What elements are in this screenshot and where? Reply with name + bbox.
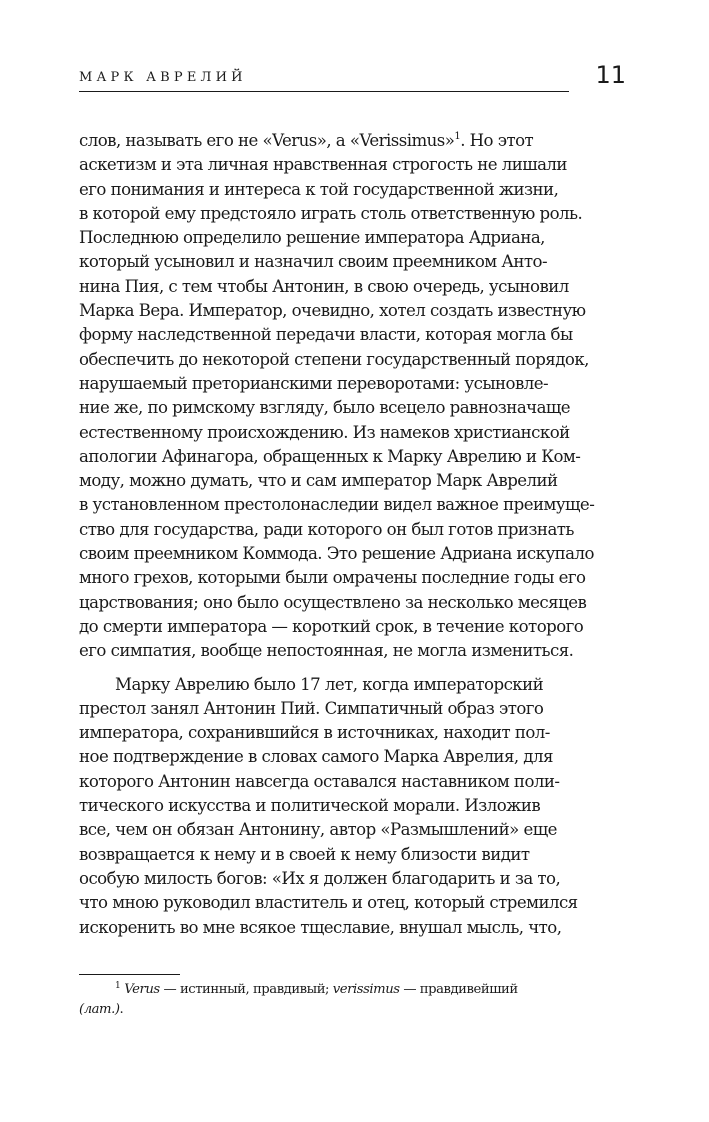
text-line: Марка Вера. Император, очевидно, хотел создать известную — [79, 301, 586, 321]
header-rule — [79, 91, 569, 92]
footnote-mark: 1 — [115, 981, 121, 991]
text-line: императора, сохранившийся в источниках, находит пол- — [79, 723, 550, 743]
text-line: моду, можно думать, что и сам император Марк Аврелий — [79, 471, 558, 491]
text-line: которого Антонин навсегда оставался наставником поли- — [79, 771, 560, 791]
text-line: его понимания и интереса к той государственной жизни, — [79, 179, 559, 199]
text-line: много грехов, которыми были омрачены последние годы его — [79, 568, 586, 588]
footnote-language-note: (лат.) — [79, 1002, 120, 1017]
footnote-gloss: — правдивейший — [399, 982, 518, 997]
text-line: своим преемником Коммода. Это решение Адриана искупало — [79, 544, 594, 564]
text-line: обеспечить до некоторой степени государственный порядок, — [79, 349, 589, 369]
text-line: до смерти императора — короткий срок, в течение которого — [79, 616, 584, 636]
text-line: нина Пия, с тем чтобы Антонин, в свою очередь, усыновил — [79, 276, 569, 296]
paragraph-1 — [79, 129, 599, 664]
footnote-gloss: — истинный, правдивый; — [159, 982, 333, 997]
footnote-term: Verus — [124, 982, 160, 997]
text-line: естественному происхождению. Из намеков христианской — [79, 422, 570, 442]
text-line — [79, 129, 599, 153]
text-line: ство для государства, ради которого он был готов признать — [79, 519, 574, 539]
text-line: особую милость богов: «Их я должен благодарить и за то, — [79, 868, 561, 888]
footnote-term: verissimus — [332, 982, 400, 997]
text-line: Последнюю определило решение императора Адриана, — [79, 228, 545, 248]
text-line: в которой ему предстояло играть столь ответственную роль. — [79, 203, 583, 223]
text-line: возвращается к нему и в своей к нему близости видит — [79, 844, 530, 864]
text-line: форму наследственной передачи власти, которая могла бы — [79, 325, 573, 345]
text-line: его симпатия, вообще непостоянная, не могла измениться. — [79, 641, 574, 661]
footnote-end: . — [119, 1002, 124, 1017]
footnote — [79, 980, 599, 1020]
text-line: нарушаемый преторианскими переворотами: усыновле- — [79, 373, 549, 393]
text-line: тического искусства и политической морали. Изложив — [79, 796, 541, 816]
text-line: что мною руководил властитель и отец, который стремился — [79, 893, 578, 913]
body-text — [79, 129, 599, 940]
paragraph-2 — [79, 673, 599, 940]
text-line: ное подтверждение в словах самого Марка Аврелия, для — [79, 747, 553, 767]
text-line: искоренить во мне всякое тщеславие, внушал мысль, что, — [79, 917, 562, 937]
text-line: который усыновил и назначил своим преемником Анто- — [79, 252, 548, 272]
footnote-line — [79, 1000, 599, 1020]
footnote-line — [79, 980, 599, 1000]
text-line: апологии Афинагора, обращенных к Марку Аврелию и Ком- — [79, 446, 581, 466]
text-line: престол занял Антонин Пий. Симпатичный образ этого — [79, 698, 544, 718]
text-line: ние же, по римскому взгляду, было всецело равнозначаще — [79, 398, 571, 418]
text-line-segment: . Но этот — [460, 131, 534, 150]
footnote-reference[interactable]: 1 — [454, 131, 461, 142]
paragraph-spacer — [79, 664, 599, 673]
text-line: аскетизм и эта личная нравственная строгость не лишали — [79, 155, 567, 175]
text-line: царствования; оно было осуществлено за несколько месяцев — [79, 592, 587, 612]
text-line: все, чем он обязан Антонину, автор «Размышлений» еще — [79, 820, 557, 840]
text-line: Марку Аврелию было 17 лет, когда императорский — [115, 674, 544, 694]
text-line-segment: слов, называть его не «Verus», а «Verissimus» — [79, 131, 455, 150]
running-title: МАРК АВРЕЛИЙ — [79, 70, 247, 85]
footnote-rule — [79, 974, 180, 975]
page-number: 11 — [595, 61, 626, 89]
text-line: в установленном престолонаследии видел важное преимуще- — [79, 495, 595, 515]
